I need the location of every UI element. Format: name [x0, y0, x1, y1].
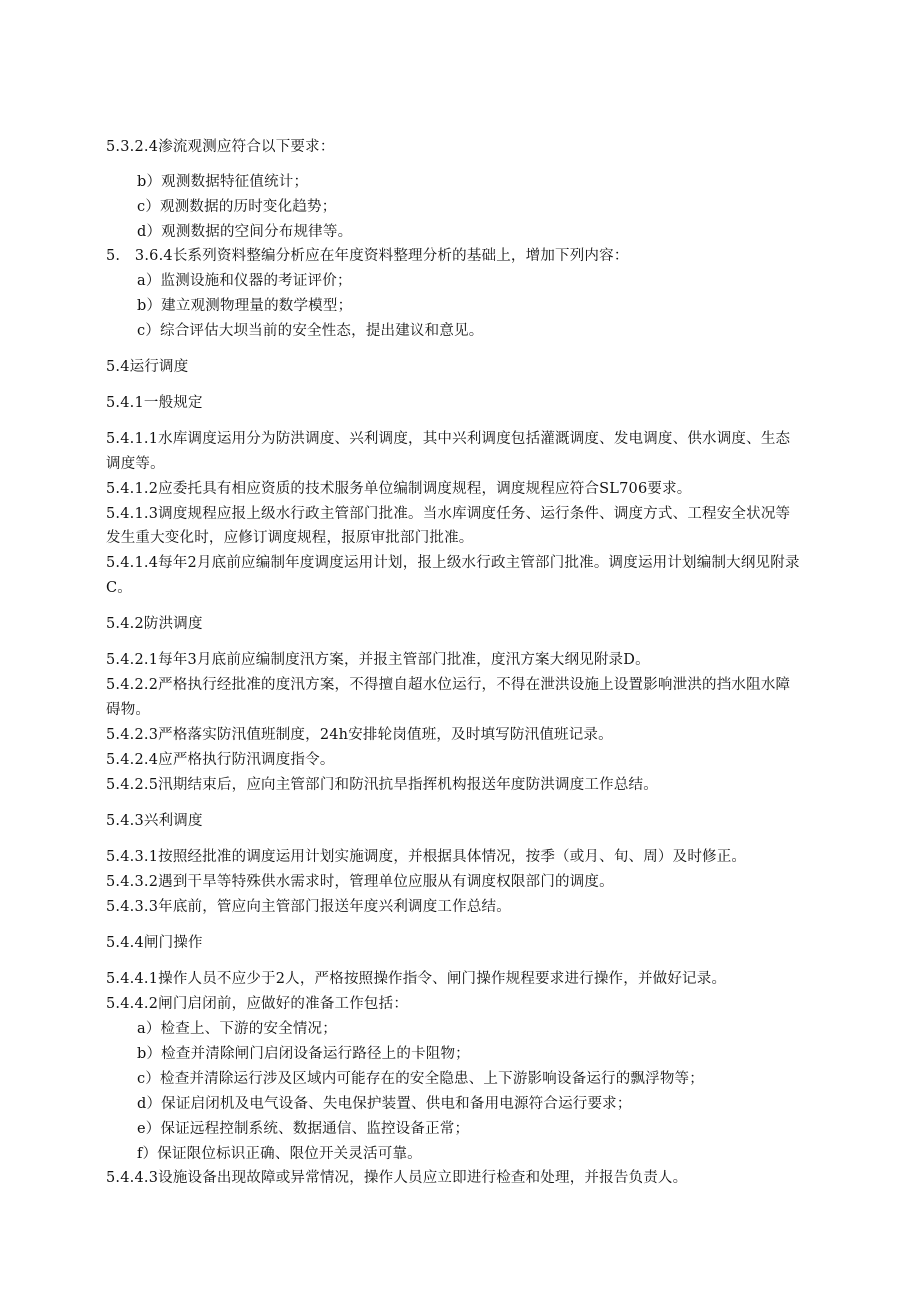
clause-5-4-1-4: 5.4.1.4每年2月底前应编制年度调度运用计划，报上级水行政主管部门批准。调度运用计划编制大纲见附录 — [106, 555, 800, 571]
list-item: a）监测设施和仪器的考证评价； — [137, 273, 352, 289]
clause-5-4-2-5: 5.4.2.5汛期结束后，应向主管部门和防汛抗旱指挥机构报送年度防洪调度工作总结。 — [106, 777, 658, 793]
clause-5-4-2-3: 5.4.2.3严格落实防汛值班制度，24h安排轮岗值班，及时填写防汛值班记录。 — [106, 727, 613, 743]
list-item: d）观测数据的空间分布规律等。 — [137, 224, 353, 240]
clause-5-4-1-3-cont: 发生重大变化时，应修订调度规程，报原审批部门批准。 — [106, 530, 474, 546]
list-item: e）保证远程控制系统、数据通信、监控设备正常； — [137, 1121, 470, 1137]
list-item: f）保证限位标识正确、限位开关灵活可靠。 — [137, 1146, 422, 1162]
clause-5-4-4-2: 5.4.4.2闸门启闭前，应做好的准备工作包括： — [106, 996, 409, 1012]
clause-5-4-1-4-cont: C。 — [106, 580, 132, 596]
clause-5-4-2-1: 5.4.2.1每年3月底前应编制度汛方案，并报主管部门批准，度汛方案大纲见附录D。 — [106, 652, 650, 668]
list-item: c）检查并清除运行涉及区域内可能存在的安全隐患、上下游影响设备运行的飘浮物等； — [137, 1071, 704, 1087]
list-item: a）检查上、下游的安全情况； — [137, 1021, 337, 1037]
clause-5-4-3-3: 5.4.3.3年底前，管应向主管部门报送年度兴利调度工作总结。 — [106, 899, 511, 915]
clause-5-4-4-3: 5.4.4.3设施设备出现故障或异常情况，操作人员应立即进行检查和处理，并报告负责人。 — [106, 1170, 688, 1186]
clause-5-4-4-1: 5.4.4.1操作人员不应少于2人，严格按照操作指令、闸门操作规程要求进行操作，并做好记录。 — [106, 971, 727, 987]
clause-5-3-6-4-heading: 5. 3.6.4长系列资料整编分析应在年度资料整理分析的基础上，增加下列内容： — [106, 248, 629, 264]
clause-5-4-3-1: 5.4.3.1按照经批准的调度运用计划实施调度，并根据具体情况，按季（或月、旬、周）及时修正。 — [106, 849, 747, 865]
list-item: d）保证启闭机及电气设备、失电保护装置、供电和备用电源符合运行要求； — [137, 1096, 632, 1112]
clause-5-4-1-1-cont: 调度等。 — [106, 456, 165, 472]
clause-5-4-1-2: 5.4.1.2应委托具有相应资质的技术服务单位编制调度规程，调度规程应符合SL706要求。 — [106, 481, 692, 497]
section-5-4-title: 5.4运行调度 — [106, 359, 189, 375]
clause-5-4-2-4: 5.4.2.4应严格执行防汛调度指令。 — [106, 752, 335, 768]
clause-5-4-1-1: 5.4.1.1水库调度运用分为防洪调度、兴利调度，其中兴利调度包括灌溉调度、发电调度、供水调度、生态 — [106, 431, 791, 447]
section-5-4-1-title: 5.4.1一般规定 — [106, 395, 203, 411]
list-item: c）综合评估大坝当前的安全性态，提出建议和意见。 — [137, 323, 484, 339]
clause-5-4-3-2: 5.4.3.2遇到干旱等特殊供水需求时，管理单位应服从有调度权限部门的调度。 — [106, 874, 614, 890]
section-5-4-3-title: 5.4.3兴利调度 — [106, 813, 203, 829]
clause-5-4-2-2-cont: 碍物。 — [106, 702, 151, 718]
clause-5-4-2-2: 5.4.2.2严格执行经批准的度汛方案，不得擅自超水位运行，不得在泄洪设施上设置影响泄洪的挡水阻水障 — [106, 677, 791, 693]
section-5-4-4-title: 5.4.4闸门操作 — [106, 935, 203, 951]
list-item: b）观测数据特征值统计； — [137, 174, 309, 190]
list-item: b）建立观测物理量的数学模型； — [137, 298, 353, 314]
list-item: c）观测数据的历时变化趋势； — [137, 199, 337, 215]
section-5-4-2-title: 5.4.2防洪调度 — [106, 616, 203, 632]
clause-5-4-1-3: 5.4.1.3调度规程应报上级水行政主管部门批准。当水库调度任务、运行条件、调度方式、工程安全状况等 — [106, 506, 791, 522]
clause-5-3-2-4-heading: 5.3.2.4渗流观测应符合以下要求： — [106, 139, 335, 155]
list-item: b）检查并清除闸门启闭设备运行路径上的卡阻物； — [137, 1046, 470, 1062]
